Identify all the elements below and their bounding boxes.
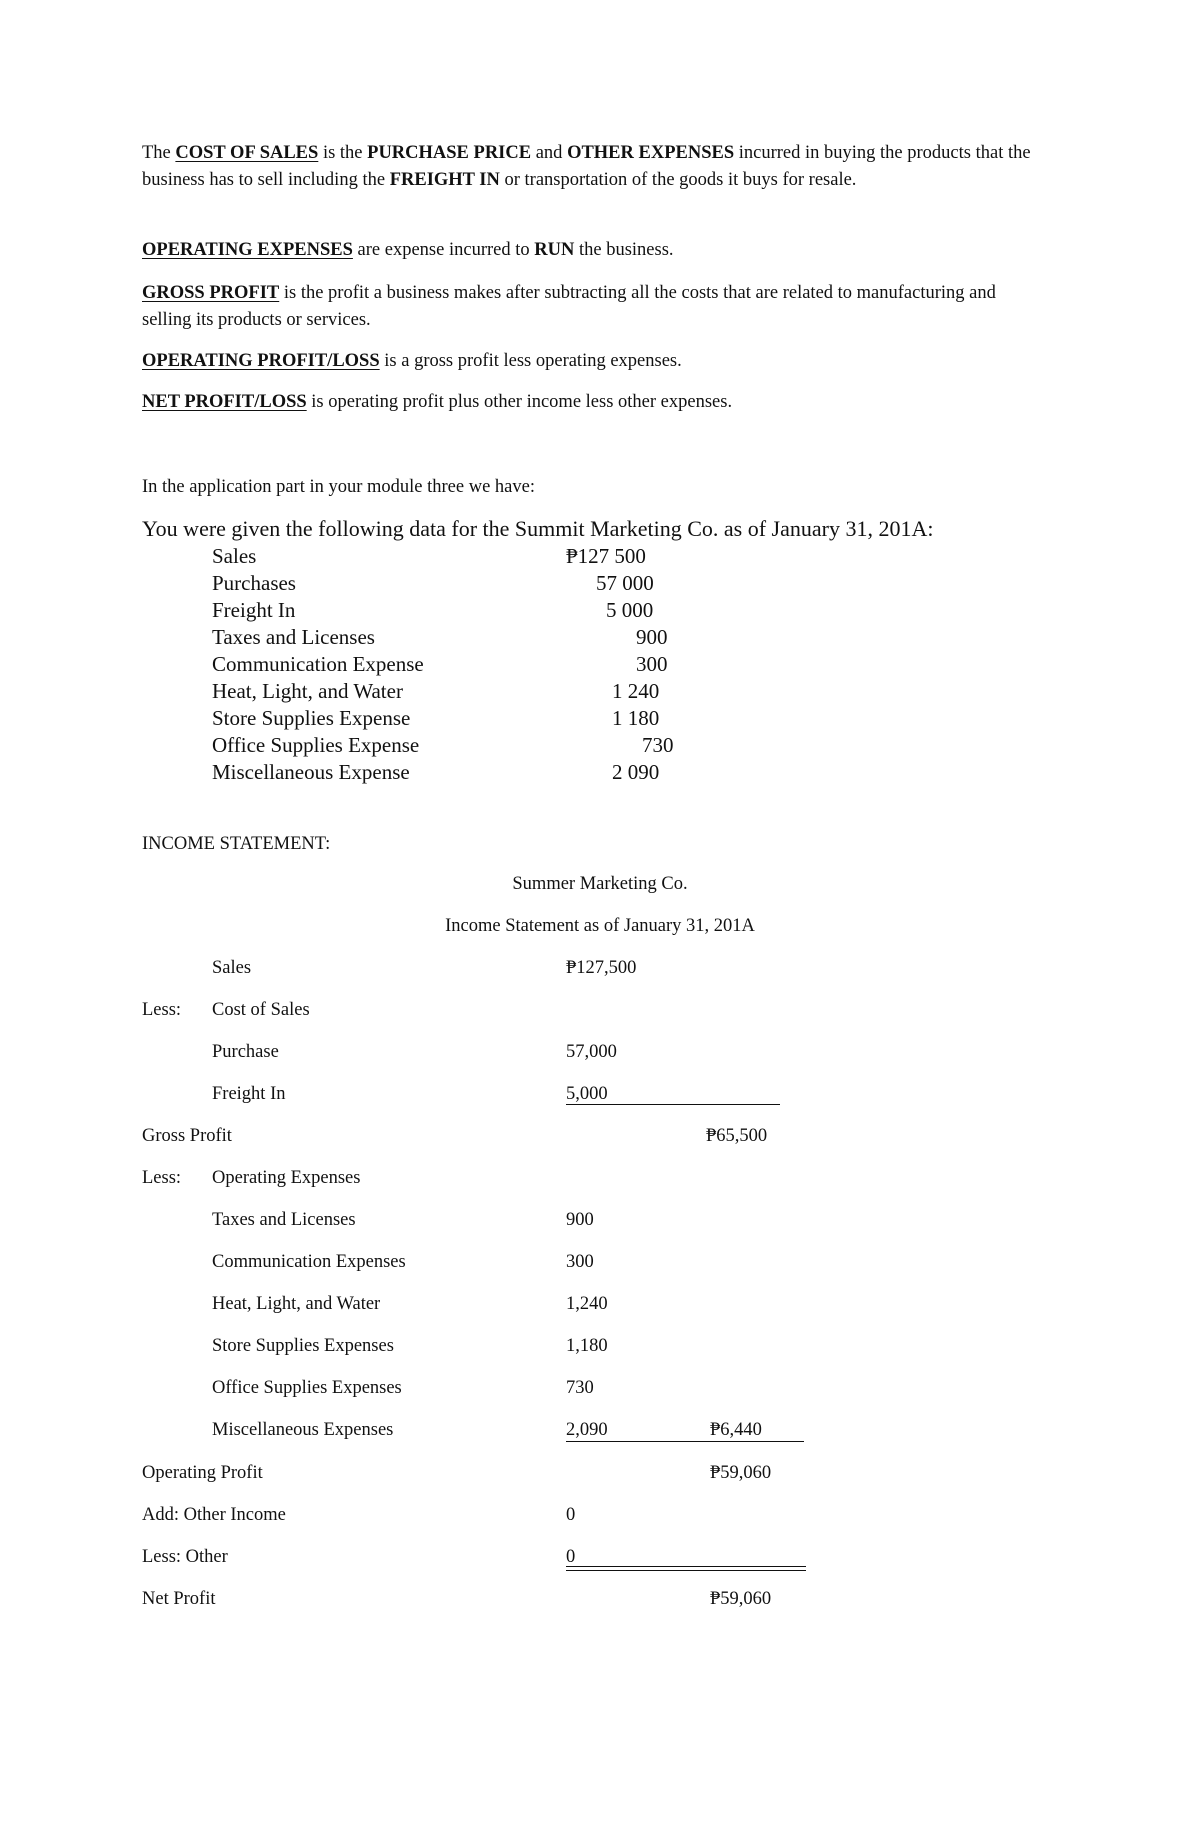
net-profit-definition [142, 389, 1042, 416]
given-value: ₱127 500 [566, 544, 646, 568]
given-label: Sales [212, 544, 257, 568]
given-label: Miscellaneous Expense [212, 760, 410, 784]
bold-text: FREIGHT IN [389, 170, 500, 190]
statement-row [0, 1505, 1200, 1535]
given-label: Store Supplies Expense [212, 706, 411, 730]
application-intro: In the application part in your module three we have: [142, 477, 535, 497]
text: or transportation of the goods it buys for resale. [499, 170, 857, 190]
term-operating-profit: OPERATING PROFIT/LOSS [142, 351, 380, 371]
row-label: Purchase [212, 1042, 279, 1062]
statement-row [0, 1084, 1200, 1114]
row-amount: 2,090 [566, 1420, 608, 1440]
given-value: 2 090 [612, 760, 660, 784]
row-total: ₱59,060 [710, 1589, 772, 1609]
row-amount: 1,180 [566, 1336, 608, 1356]
given-value: 5 000 [606, 598, 654, 622]
statement-row [0, 1420, 1200, 1450]
given-label: Heat, Light, and Water [212, 679, 403, 703]
text: the business. [574, 240, 674, 260]
statement-row [0, 1589, 1200, 1619]
statement-row [0, 1252, 1200, 1282]
row-label: Heat, Light, and Water [212, 1294, 381, 1314]
row-amount: 730 [566, 1378, 594, 1398]
statement-row [0, 1000, 1200, 1030]
row-total: ₱65,500 [706, 1126, 768, 1146]
text: is the [318, 143, 368, 163]
row-amount: ₱127,500 [566, 958, 637, 978]
given-value: 730 [642, 733, 674, 757]
double-underline-rule [566, 1566, 806, 1571]
operating-profit-definition [142, 348, 1042, 375]
given-value: 900 [636, 625, 668, 649]
row-amount: 1,240 [566, 1294, 608, 1314]
given-intro: You were given the following data for the Summit Marketing Co. as of January 31, 201A: [142, 516, 934, 541]
term-gross-profit: GROSS PROFIT [142, 283, 280, 303]
given-label: Taxes and Licenses [212, 625, 375, 649]
cost-of-sales-definition [142, 140, 1042, 194]
row-prefix: Less: [142, 1000, 182, 1020]
row-label: Operating Expenses [212, 1168, 361, 1188]
statement-row [0, 1336, 1200, 1366]
given-value: 1 240 [612, 679, 660, 703]
row-total: ₱59,060 [710, 1463, 772, 1483]
given-value: 57 000 [596, 571, 654, 595]
bold-text: PURCHASE PRICE [367, 143, 532, 163]
given-label: Purchases [212, 571, 296, 595]
text: is the profit a business makes after subtracting all the costs that are related to manufacturing and selling its products or services. [142, 283, 996, 330]
underline-rule [566, 1104, 780, 1105]
row-label: Freight In [212, 1084, 286, 1104]
statement-company: Summer Marketing Co. [512, 874, 688, 894]
row-amount: 0 [566, 1547, 576, 1567]
text: and [531, 143, 568, 163]
statement-row [0, 958, 1200, 988]
row-label: Communication Expenses [212, 1252, 406, 1272]
underline-rule [566, 1441, 804, 1442]
statement-row [0, 1042, 1200, 1072]
given-label: Communication Expense [212, 652, 424, 676]
row-prefix: Net Profit [142, 1589, 216, 1609]
given-label: Office Supplies Expense [212, 733, 420, 757]
row-label: Office Supplies Expenses [212, 1378, 402, 1398]
text: is a gross profit less operating expenses. [379, 351, 682, 371]
row-total: ₱6,440 [710, 1420, 762, 1440]
row-label: Sales [212, 958, 252, 978]
term-net-profit: NET PROFIT/LOSS [142, 392, 307, 412]
term-operating-expenses: OPERATING EXPENSES [142, 240, 353, 260]
row-amount: 0 [566, 1505, 576, 1525]
text: incurred in buying the products that the business has to sell including the [142, 143, 1031, 190]
statement-row [0, 1210, 1200, 1240]
gross-profit-definition [142, 280, 1042, 334]
given-value: 1 180 [612, 706, 660, 730]
row-amount: 900 [566, 1210, 594, 1230]
statement-row [0, 1294, 1200, 1324]
bold-text: OTHER EXPENSES [567, 143, 735, 163]
statement-row [0, 1378, 1200, 1408]
statement-title: Income Statement as of January 31, 201A [445, 916, 755, 936]
bold-text: RUN [534, 240, 575, 260]
income-statement-heading: INCOME STATEMENT: [142, 834, 331, 854]
row-amount: 57,000 [566, 1042, 617, 1062]
row-prefix: Add: Other Income [142, 1505, 286, 1525]
text: are expense incurred to [352, 240, 535, 260]
text: is operating profit plus other income less other expenses. [306, 392, 733, 412]
row-label: Cost of Sales [212, 1000, 310, 1020]
term-cost-of-sales: COST OF SALES [175, 143, 319, 163]
row-label: Miscellaneous Expenses [212, 1420, 394, 1440]
row-label: Taxes and Licenses [212, 1210, 356, 1230]
row-prefix: Less: Other [142, 1547, 228, 1567]
row-prefix: Gross Profit [142, 1126, 232, 1146]
row-amount: 300 [566, 1252, 594, 1272]
statement-row [0, 1168, 1200, 1198]
operating-expenses-definition [142, 237, 1042, 264]
statement-row [0, 1547, 1200, 1577]
row-prefix: Operating Profit [142, 1463, 263, 1483]
given-label: Freight In [212, 598, 296, 622]
row-prefix: Less: [142, 1168, 182, 1188]
statement-row [0, 1463, 1200, 1493]
given-value: 300 [636, 652, 668, 676]
text: The [142, 143, 176, 163]
row-label: Store Supplies Expenses [212, 1336, 394, 1356]
statement-row [0, 1126, 1200, 1156]
row-amount: 5,000 [566, 1084, 608, 1104]
